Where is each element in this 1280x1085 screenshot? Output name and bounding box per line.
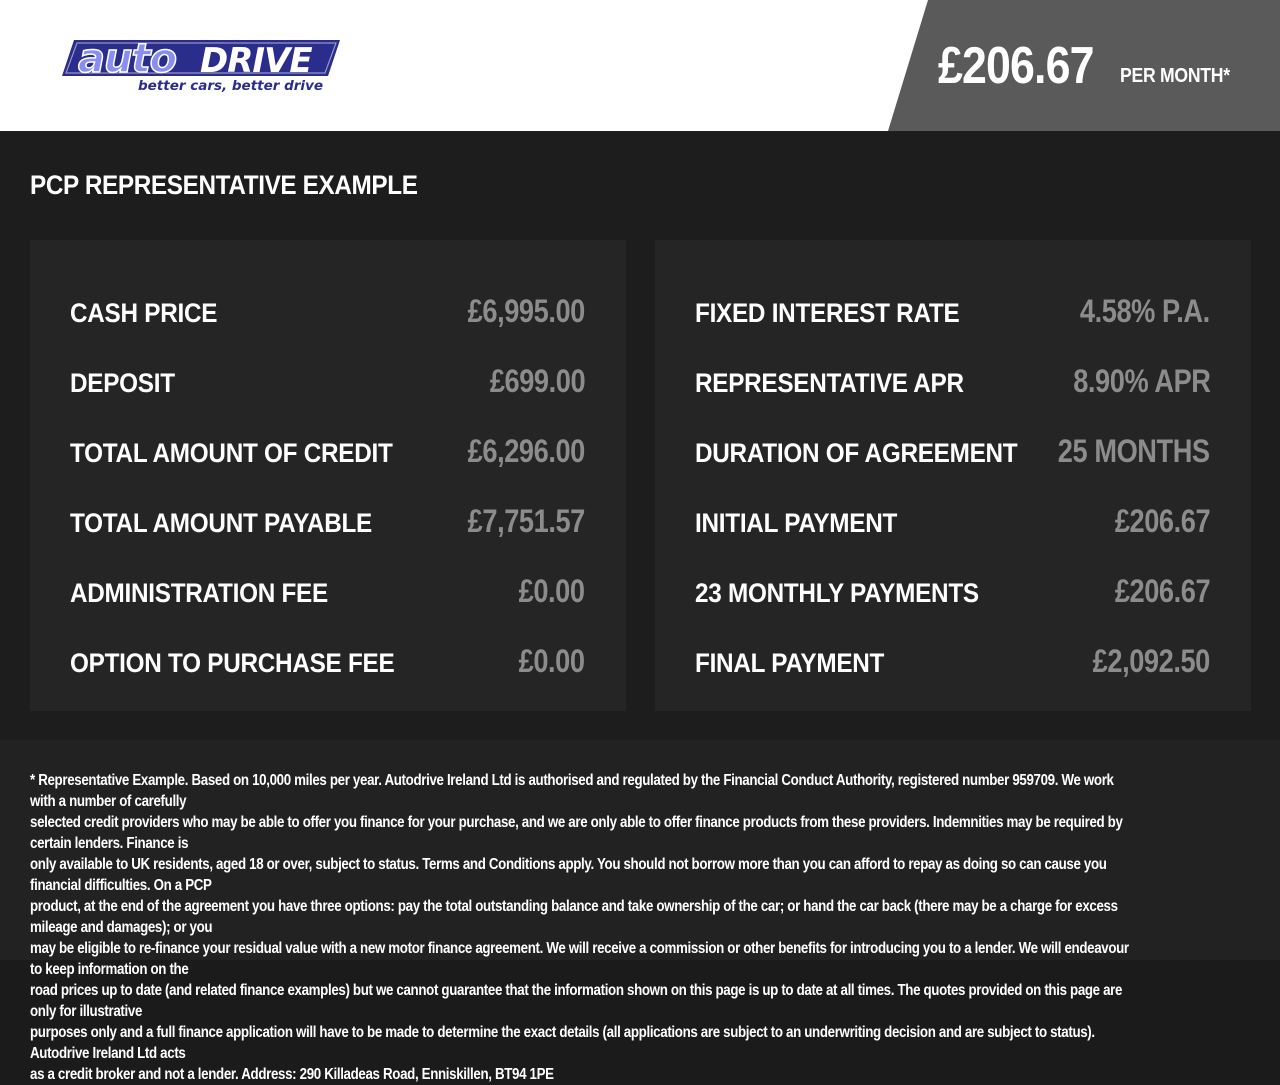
- row-value: £206.67: [1114, 503, 1210, 539]
- disclaimer-line: * Representative Example. Based on 10,000 miles per year. Autodrive Ireland Ltd is authorised and regulated by the Financial Conduct Authority, registered number 959709. We work with a number of carefully: [30, 772, 1114, 810]
- finance-row: [70, 503, 585, 543]
- header: [0, 0, 1280, 131]
- logo-graphic: [60, 32, 342, 96]
- row-value: £6,995.00: [467, 293, 585, 329]
- row-label: DEPOSIT: [70, 368, 175, 398]
- autodrive-logo[interactable]: [60, 32, 342, 96]
- row-value: 4.58% P.A.: [1080, 293, 1210, 329]
- row-value: £699.00: [489, 363, 585, 399]
- finance-row: [695, 433, 1210, 473]
- row-label: TOTAL AMOUNT PAYABLE: [70, 508, 372, 538]
- disclaimer-line: product, at the end of the agreement you have three options: pay the total outstanding balance and take ownership of the car; or hand the car back (there may be a charge for excess mileage and damages); or you: [30, 898, 1118, 936]
- row-value: £206.67: [1114, 573, 1210, 609]
- row-label: OPTION TO PURCHASE FEE: [70, 648, 395, 678]
- row-value: 8.90% APR: [1072, 363, 1210, 399]
- finance-row: [695, 503, 1210, 543]
- section-title: PCP REPRESENTATIVE EXAMPLE: [30, 170, 418, 200]
- row-label: TOTAL AMOUNT OF CREDIT: [70, 438, 393, 468]
- left-finance-panel: [30, 240, 626, 711]
- disclaimer-line: selected credit providers who may be able to offer you finance for your purchase, and we are only able to offer finance products from these providers. Indemnities may be required by certain lenders. Finance is: [30, 814, 1123, 852]
- finance-row: [695, 573, 1210, 613]
- row-label: 23 MONTHLY PAYMENTS: [695, 578, 979, 608]
- finance-row: [70, 293, 585, 333]
- row-label: DURATION OF AGREEMENT: [695, 438, 1018, 468]
- row-value: £6,296.00: [467, 433, 585, 469]
- disclaimer-footer: [0, 740, 1280, 1083]
- finance-row: [70, 363, 585, 403]
- finance-row: [695, 293, 1210, 333]
- disclaimer-line: as a credit broker and not a lender. Address: 290 Killadeas Road, Enniskillen, BT94 1PE: [30, 1066, 554, 1083]
- row-label: FIXED INTEREST RATE: [695, 298, 960, 328]
- disclaimer-text: [30, 770, 1139, 1085]
- row-value: £2,092.50: [1092, 643, 1210, 679]
- row-value: £7,751.57: [467, 503, 585, 539]
- finance-section: [0, 131, 1280, 740]
- row-label: CASH PRICE: [70, 298, 218, 328]
- monthly-price: £206.67: [938, 37, 1094, 95]
- disclaimer-line: purposes only and a full finance application will have to be made to determine the exact details (all applications are subject to an underwriting decision and are subject to status). Autodrive Ireland Ltd acts: [30, 1024, 1095, 1062]
- price-suffix: PER MONTH*: [1120, 65, 1230, 87]
- row-label: INITIAL PAYMENT: [695, 508, 898, 538]
- row-label: FINAL PAYMENT: [695, 648, 885, 678]
- logo-text-drive: DRIVE: [200, 41, 312, 81]
- right-finance-panel: [655, 240, 1251, 711]
- row-value: £0.00: [519, 643, 585, 679]
- row-label: ADMINISTRATION FEE: [70, 578, 328, 608]
- finance-row: [695, 363, 1210, 403]
- logo-tagline: better cars, better drive: [138, 78, 324, 94]
- row-label: REPRESENTATIVE APR: [695, 368, 964, 398]
- disclaimer-line: may be eligible to re-finance your residual value with a new motor finance agreement. We will receive a commission or other benefits for introducing you to a lender. We will endeavour to keep information on the: [30, 940, 1129, 978]
- disclaimer-line: road prices up to date (and related finance examples) but we cannot guarantee that the information shown on this page is up to date at all times. The quotes provided on this page are only for illustrative: [30, 982, 1123, 1020]
- finance-row: [695, 643, 1210, 683]
- row-value: £0.00: [519, 573, 585, 609]
- logo-text-auto: auto: [78, 36, 177, 82]
- finance-row: [70, 433, 585, 473]
- disclaimer-line: only available to UK residents, aged 18 or over, subject to status. Terms and Conditions apply. You should not borrow more than you can afford to repay as doing so can cause you financial difficulties. On a PCP: [30, 856, 1107, 894]
- row-value: 25 MONTHS: [1058, 433, 1210, 469]
- finance-row: [70, 643, 585, 683]
- finance-row: [70, 573, 585, 613]
